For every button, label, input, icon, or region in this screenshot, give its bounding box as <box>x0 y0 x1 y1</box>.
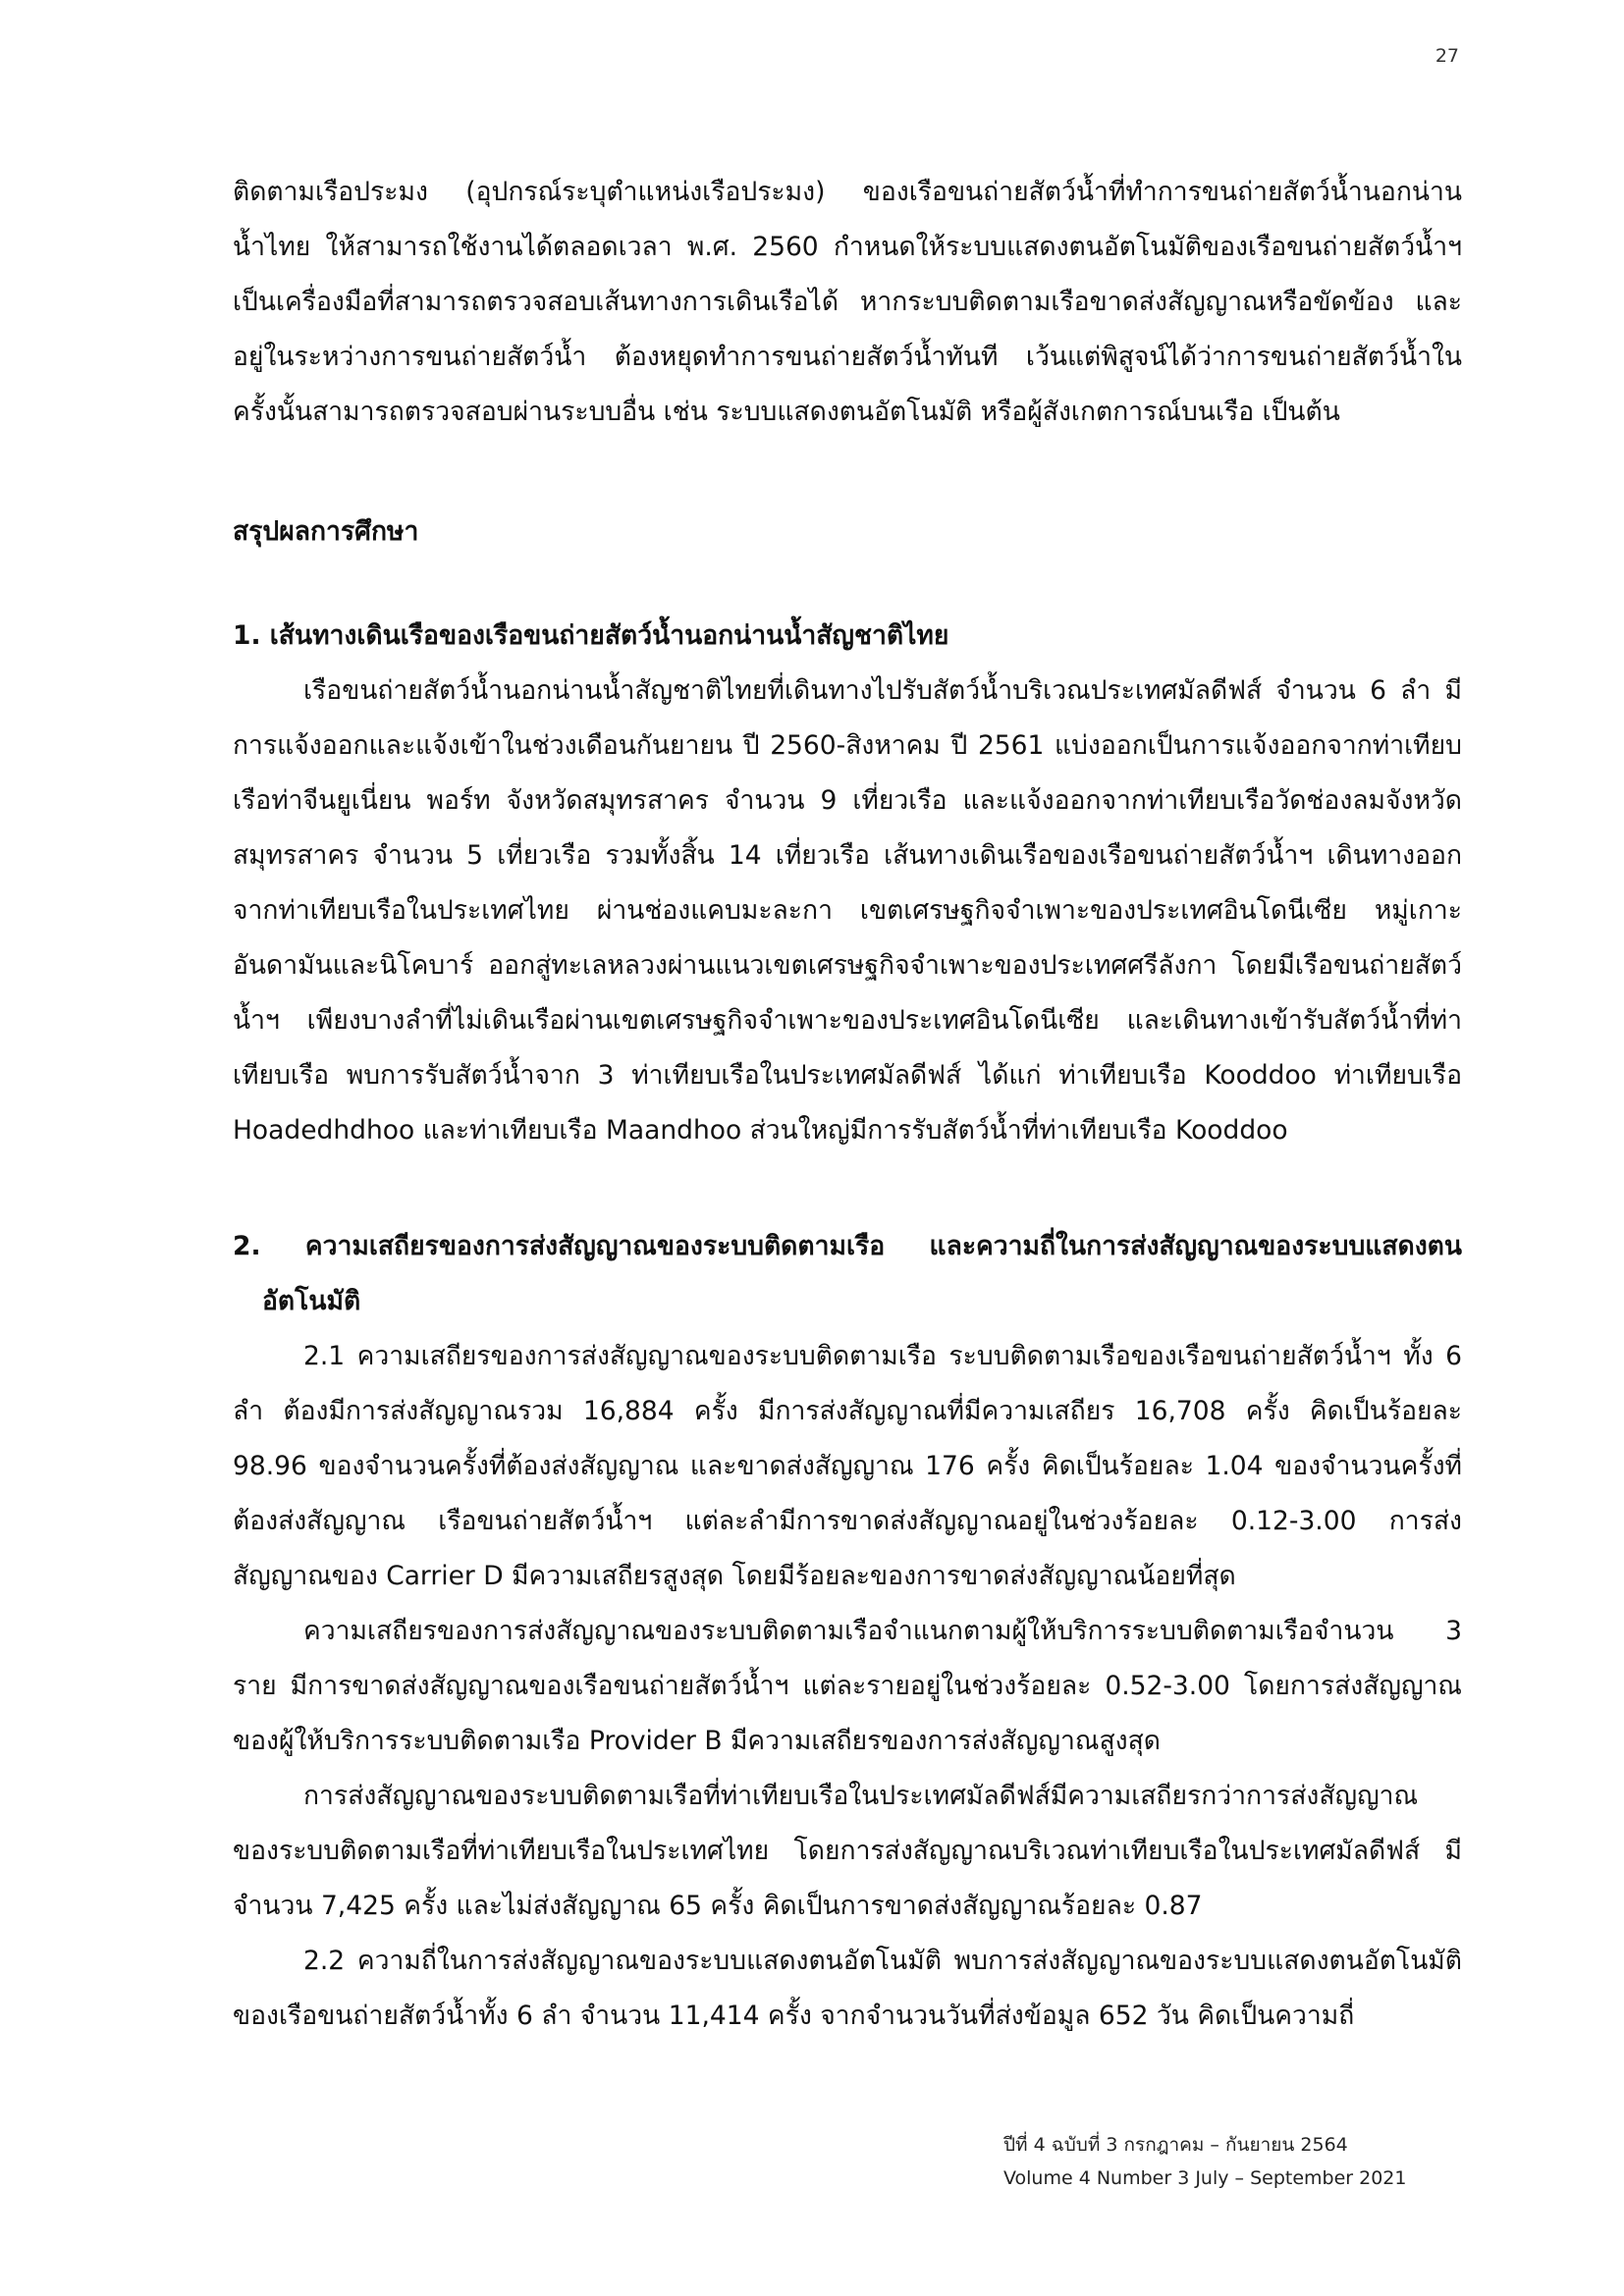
section-2-heading: 2. ความเสถียรของการส่งสัญญาณของระบบติดตามเรือ และความถี่ในการส่งสัญญาณของระบบแสดงตนอัตโนมัติ <box>233 1231 1462 1316</box>
journal-footer <box>1003 2128 1407 2195</box>
footer-english-issue: Volume 4 Number 3 July – September 2021 <box>1003 2167 1407 2189</box>
port-signal-paragraph: การส่งสัญญาณของระบบติดตามเรือที่ท่าเทียบเรือในประเทศมัลดีฟส์มีความเสถียรกว่าการส่งสัญญาณของระบบติดตามเรือที่ท่าเทียบเรือในประเทศไทย โดยการส่งสัญญาณบริเวณท่าเทียบเรือในประเทศมัลดีฟส์ มีจำนวน 7,425 ครั้ง และไม่ส่งสัญญาณ 65 ครั้ง คิดเป็นการขาดส่งสัญญาณร้อยละ 0.87 <box>233 1781 1462 1921</box>
continued-paragraph: ติดตามเรือประมง (อุปกรณ์ระบุตำแหน่งเรือประมง) ของเรือขนถ่ายสัตว์น้ำที่ทำการขนถ่ายสัตว์น้ำนอกน่านน้ำไทย ให้สามารถใช้งานได้ตลอดเวลา พ.ศ. 2560 กำหนดให้ระบบแสดงตนอัตโนมัติของเรือขนถ่ายสัตว์น้ำฯ เป็นเครื่องมือที่สามารถตรวจสอบเส้นทางการเดินเรือได้ หากระบบติดตามเรือขาดส่งสัญญาณหรือขัดข้อง และอยู่ในระหว่างการขนถ่ายสัตว์น้ำ ต้องหยุดทำการขนถ่ายสัตว์น้ำทันที เว้นแต่พิสูจน์ได้ว่าการขนถ่ายสัตว์น้ำในครั้งนั้นสามารถตรวจสอบผ่านระบบอื่น เช่น ระบบแสดงตนอัตโนมัติ หรือผู้สังเกตการณ์บนเรือ เป็นต้น <box>233 177 1462 427</box>
page-number: 27 <box>1435 45 1459 67</box>
section-1-heading: 1. เส้นทางเดินเรือของเรือขนถ่ายสัตว์น้ำนอกน่านน้ำสัญชาติไทย <box>233 620 949 651</box>
section-1-paragraph: เรือขนถ่ายสัตว์น้ำนอกน่านน้ำสัญชาติไทยที่เดินทางไปรับสัตว์น้ำบริเวณประเทศมัลดีฟส์ จำนวน 6 ลำ มีการแจ้งออกและแจ้งเข้าในช่วงเดือนกันยายน ปี 2560-สิงหาคม ปี 2561 แบ่งออกเป็นการแจ้งออกจากท่าเทียบเรือท่าจีนยูเนี่ยน พอร์ท จังหวัดสมุทรสาคร จำนวน 9 เที่ยวเรือ และแจ้งออกจากท่าเทียบเรือวัดช่องลมจังหวัดสมุทรสาคร จำนวน 5 เที่ยวเรือ รวมทั้งสิ้น 14 เที่ยวเรือ เส้นทางเดินเรือของเรือขนถ่ายสัตว์น้ำฯ เดินทางออกจากท่าเทียบเรือในประเทศไทย ผ่านช่องแคบมะละกา เขตเศรษฐกิจจำเพาะของประเทศอินโดนีเซีย หมู่เกาะอันดามันและนิโคบาร์ ออกสู่ทะเลหลวงผ่านแนวเขตเศรษฐกิจจำเพาะของประเทศศรีลังกา โดยมีเรือขนถ่ายสัตว์น้ำฯ เพียงบางลำที่ไม่เดินเรือผ่านเขตเศรษฐกิจจำเพาะของประเทศอินโดนีเซีย และเดินทางเข้ารับสัตว์น้ำที่ท่าเทียบเรือ พบการรับสัตว์น้ำจาก 3 ท่าเทียบเรือในประเทศมัลดีฟส์ ได้แก่ ท่าเทียบเรือ Kooddoo ท่าเทียบเรือ Hoadedhdhoo และท่าเทียบเรือ Maandhoo ส่วนใหญ่มีการรับสัตว์น้ำที่ท่าเทียบเรือ Kooddoo <box>233 675 1462 1146</box>
section-2-1-paragraph: 2.1 ความเสถียรของการส่งสัญญาณของระบบติดตามเรือ ระบบติดตามเรือของเรือขนถ่ายสัตว์น้ำฯ ทั้ง 6 ลำ ต้องมีการส่งสัญญาณรวม 16,884 ครั้ง มีการส่งสัญญาณที่มีความเสถียร 16,708 ครั้ง คิดเป็นร้อยละ 98.96 ของจำนวนครั้งที่ต้องส่งสัญญาณ และขาดส่งสัญญาณ 176 ครั้ง คิดเป็นร้อยละ 1.04 ของจำนวนครั้งที่ต้องส่งสัญญาณ เรือขนถ่ายสัตว์น้ำฯ แต่ละลำมีการขาดส่งสัญญาณอยู่ในช่วงร้อยละ 0.12-3.00 การส่งสัญญาณของ Carrier D มีความเสถียรสูงสุด โดยมีร้อยละของการขาดส่งสัญญาณน้อยที่สุด <box>233 1341 1462 1591</box>
document-body <box>233 165 1462 2044</box>
section-title: สรุปผลการศึกษา <box>233 516 419 547</box>
section-2-2-paragraph: 2.2 ความถี่ในการส่งสัญญาณของระบบแสดงตนอัตโนมัติ พบการส่งสัญญาณของระบบแสดงตนอัตโนมัติของเรือขนถ่ายสัตว์น้ำทั้ง 6 ลำ จำนวน 11,414 ครั้ง จากจำนวนวันที่ส่งข้อมูล 652 วัน คิดเป็นความถี่ <box>233 1946 1462 2031</box>
provider-stability-paragraph: ความเสถียรของการส่งสัญญาณของระบบติดตามเรือจำแนกตามผู้ให้บริการระบบติดตามเรือจำนวน 3 ราย มีการขาดส่งสัญญาณของเรือขนถ่ายสัตว์น้ำฯ แต่ละรายอยู่ในช่วงร้อยละ 0.52-3.00 โดยการส่งสัญญาณของผู้ให้บริการระบบติดตามเรือ Provider B มีความเสถียรของการส่งสัญญาณสูงสุด <box>233 1616 1462 1756</box>
footer-thai-issue: ปีที่ 4 ฉบับที่ 3 กรกฎาคม – กันยายน 2564 <box>1003 2134 1348 2156</box>
